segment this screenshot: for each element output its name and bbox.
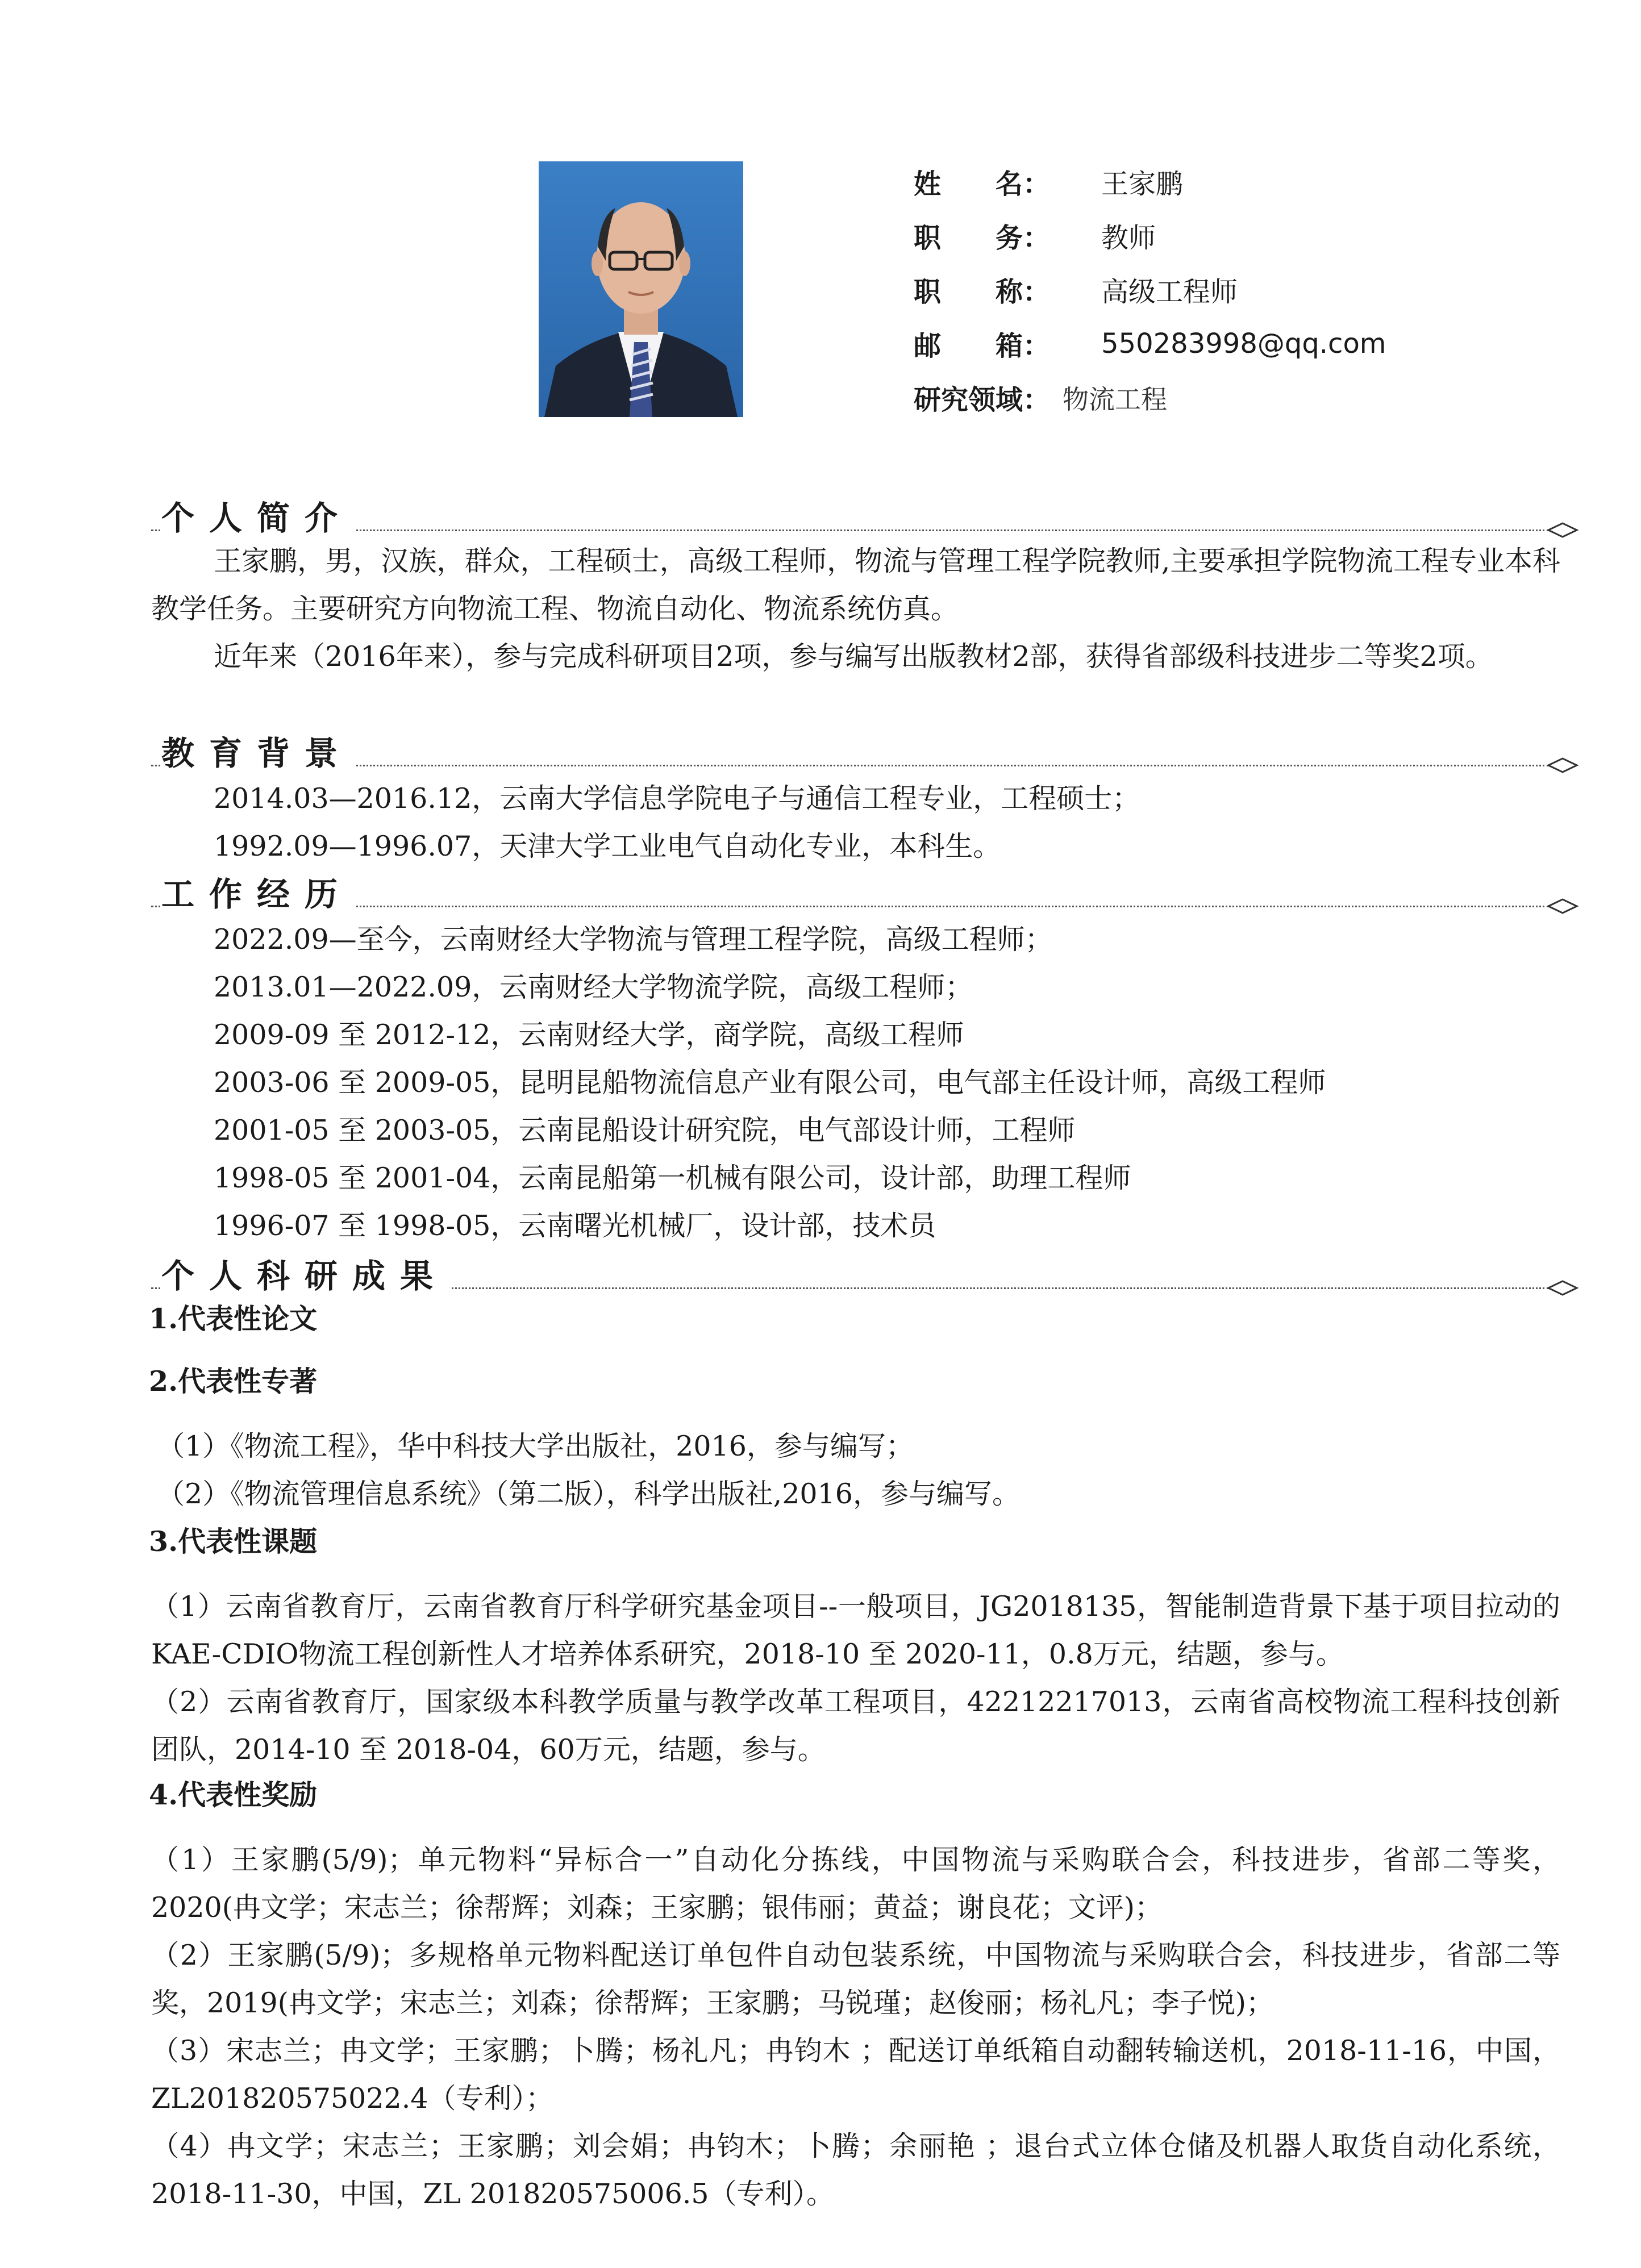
awards-heading: 4.代表性奖励 bbox=[149, 1778, 318, 1811]
project-item: （1）云南省教育厅，云南省教育厅科学研究基金项目--一般项目，JG2018135，智能制造背景下基于项目拉动的KAE-CDIO物流工程创新性人才培养体系研究，2018-10 至 2020-11，0.8万元，结题，参与。 bbox=[151, 1590, 1560, 1670]
profile-title-row bbox=[914, 262, 1482, 316]
education-item: 1992.09—1996.07，天津大学工业电气自动化专业，本科生。 bbox=[214, 830, 1001, 862]
section-title-work: 工作经历 bbox=[161, 872, 355, 917]
section-divider bbox=[151, 530, 1549, 531]
section-title-intro: 个人简介 bbox=[161, 495, 355, 541]
intro-paragraph-2: 近年来（2016年来），参与完成科研项目2项，参与编写出版教材2部，获得省部级科技进步二等奖2项。 bbox=[214, 640, 1493, 673]
diamond-icon bbox=[1547, 757, 1578, 774]
section-title-education: 教育背景 bbox=[161, 731, 355, 776]
work-item: 1998-05 至 2001-04，云南昆船第一机械有限公司，设计部，助理工程师 bbox=[214, 1162, 1131, 1194]
award-item: （3）宋志兰；冉文学；王家鹏；卜腾；杨礼凡；冉钧木 ；配送订单纸箱自动翻转输送机，2018-11-16，中国，ZL201820575022.4（专利）； bbox=[151, 2034, 1560, 2115]
intro-paragraph-1: 王家鹏，男，汉族，群众，工程硕士，高级工程师，物流与管理工程学院教师,主要承担学院物流工程专业本科教学任务。主要研究方向物流工程、物流自动化、物流系统仿真。 bbox=[151, 545, 1560, 625]
section-header-research bbox=[151, 1253, 1583, 1299]
profile-name-label: 姓 名： bbox=[914, 168, 1051, 200]
education-item: 2014.03—2016.12，云南大学信息学院电子与通信工程专业，工程硕士； bbox=[214, 782, 1140, 815]
award-item: （1）王家鹏(5/9)；单元物料“异标合一”自动化分拣线，中国物流与采购联合会，科技进步，省部二等奖，2020(冉文学；宋志兰；徐帮辉；刘森；王家鹏；银伟丽；黄益；谢良花；文评)； bbox=[151, 1844, 1560, 1924]
diamond-icon bbox=[1547, 522, 1578, 539]
section-header-education bbox=[151, 731, 1583, 776]
diamond-icon bbox=[1547, 1279, 1578, 1296]
profile-research-value: 物流工程 bbox=[1063, 383, 1167, 415]
work-item: 2001-05 至 2003-05，云南昆船设计研究院，电气部设计师，工程师 bbox=[214, 1114, 1076, 1146]
profile-title-value: 高级工程师 bbox=[1101, 276, 1238, 308]
profile-research-label: 研究领域： bbox=[914, 384, 1051, 416]
profile-research-row bbox=[914, 370, 1482, 424]
profile-email-label: 邮 箱： bbox=[914, 330, 1051, 362]
project-item: （2）云南省教育厅，国家级本科教学质量与教学改革工程项目，42212217013，云南省高校物流工程科技创新团队，2014-10 至 2018-04，60万元，结题，参与。 bbox=[151, 1686, 1560, 1766]
papers-heading: 1.代表性论文 bbox=[149, 1302, 318, 1335]
profile-email-value[interactable]: 550283998@qq.com bbox=[1101, 327, 1386, 360]
work-item: 1996-07 至 1998-05，云南曙光机械厂，设计部，技术员 bbox=[214, 1210, 936, 1242]
book-item: （1）《物流工程》，华中科技大学出版社，2016，参与编写； bbox=[157, 1430, 914, 1462]
work-item: 2003-06 至 2009-05，昆明昆船物流信息产业有限公司，电气部主任设计师，高级工程师 bbox=[214, 1066, 1326, 1099]
section-divider bbox=[151, 906, 1549, 907]
portrait-photo bbox=[539, 161, 743, 417]
portrait-image bbox=[539, 161, 743, 417]
profile-name-row bbox=[914, 155, 1482, 209]
section-header-work bbox=[151, 872, 1583, 917]
profile-position-value: 教师 bbox=[1101, 222, 1156, 254]
profile-info bbox=[914, 155, 1482, 424]
profile-name-value: 王家鹏 bbox=[1101, 168, 1184, 200]
section-divider bbox=[151, 765, 1549, 766]
section-title-research: 个人科研成果 bbox=[161, 1253, 450, 1299]
award-item: （2）王家鹏(5/9)；多规格单元物料配送订单包件自动包装系统，中国物流与采购联合会，科技进步，省部二等奖，2019(冉文学；宋志兰；刘森；徐帮辉；王家鹏；马锐瑾；赵俊丽；杨礼凡；李子悦)； bbox=[151, 1939, 1560, 2019]
profile-position-row bbox=[914, 209, 1482, 262]
profile-position-label: 职 务： bbox=[914, 222, 1051, 254]
profile-title-label: 职 称： bbox=[914, 276, 1051, 308]
diamond-icon bbox=[1547, 898, 1578, 915]
book-item: （2）《物流管理信息系统》（第二版），科学出版社,2016，参与编写。 bbox=[157, 1478, 1020, 1510]
projects-heading: 3.代表性课题 bbox=[149, 1525, 318, 1558]
work-item: 2009-09 至 2012-12，云南财经大学，商学院，高级工程师 bbox=[214, 1019, 964, 1051]
award-item: （4）冉文学；宋志兰；王家鹏；刘会娟；冉钧木；卜腾；余丽艳 ；退台式立体仓储及机器人取货自动化系统，2018-11-30，中国，ZL 201820575006.5（专利）。 bbox=[151, 2130, 1560, 2210]
work-item: 2022.09—至今，云南财经大学物流与管理工程学院，高级工程师； bbox=[214, 923, 1053, 956]
books-heading: 2.代表性专著 bbox=[149, 1365, 318, 1398]
section-header-intro bbox=[151, 495, 1583, 541]
work-item: 2013.01—2022.09，云南财经大学物流学院，高级工程师； bbox=[214, 971, 973, 1003]
profile-email-row bbox=[914, 316, 1482, 370]
